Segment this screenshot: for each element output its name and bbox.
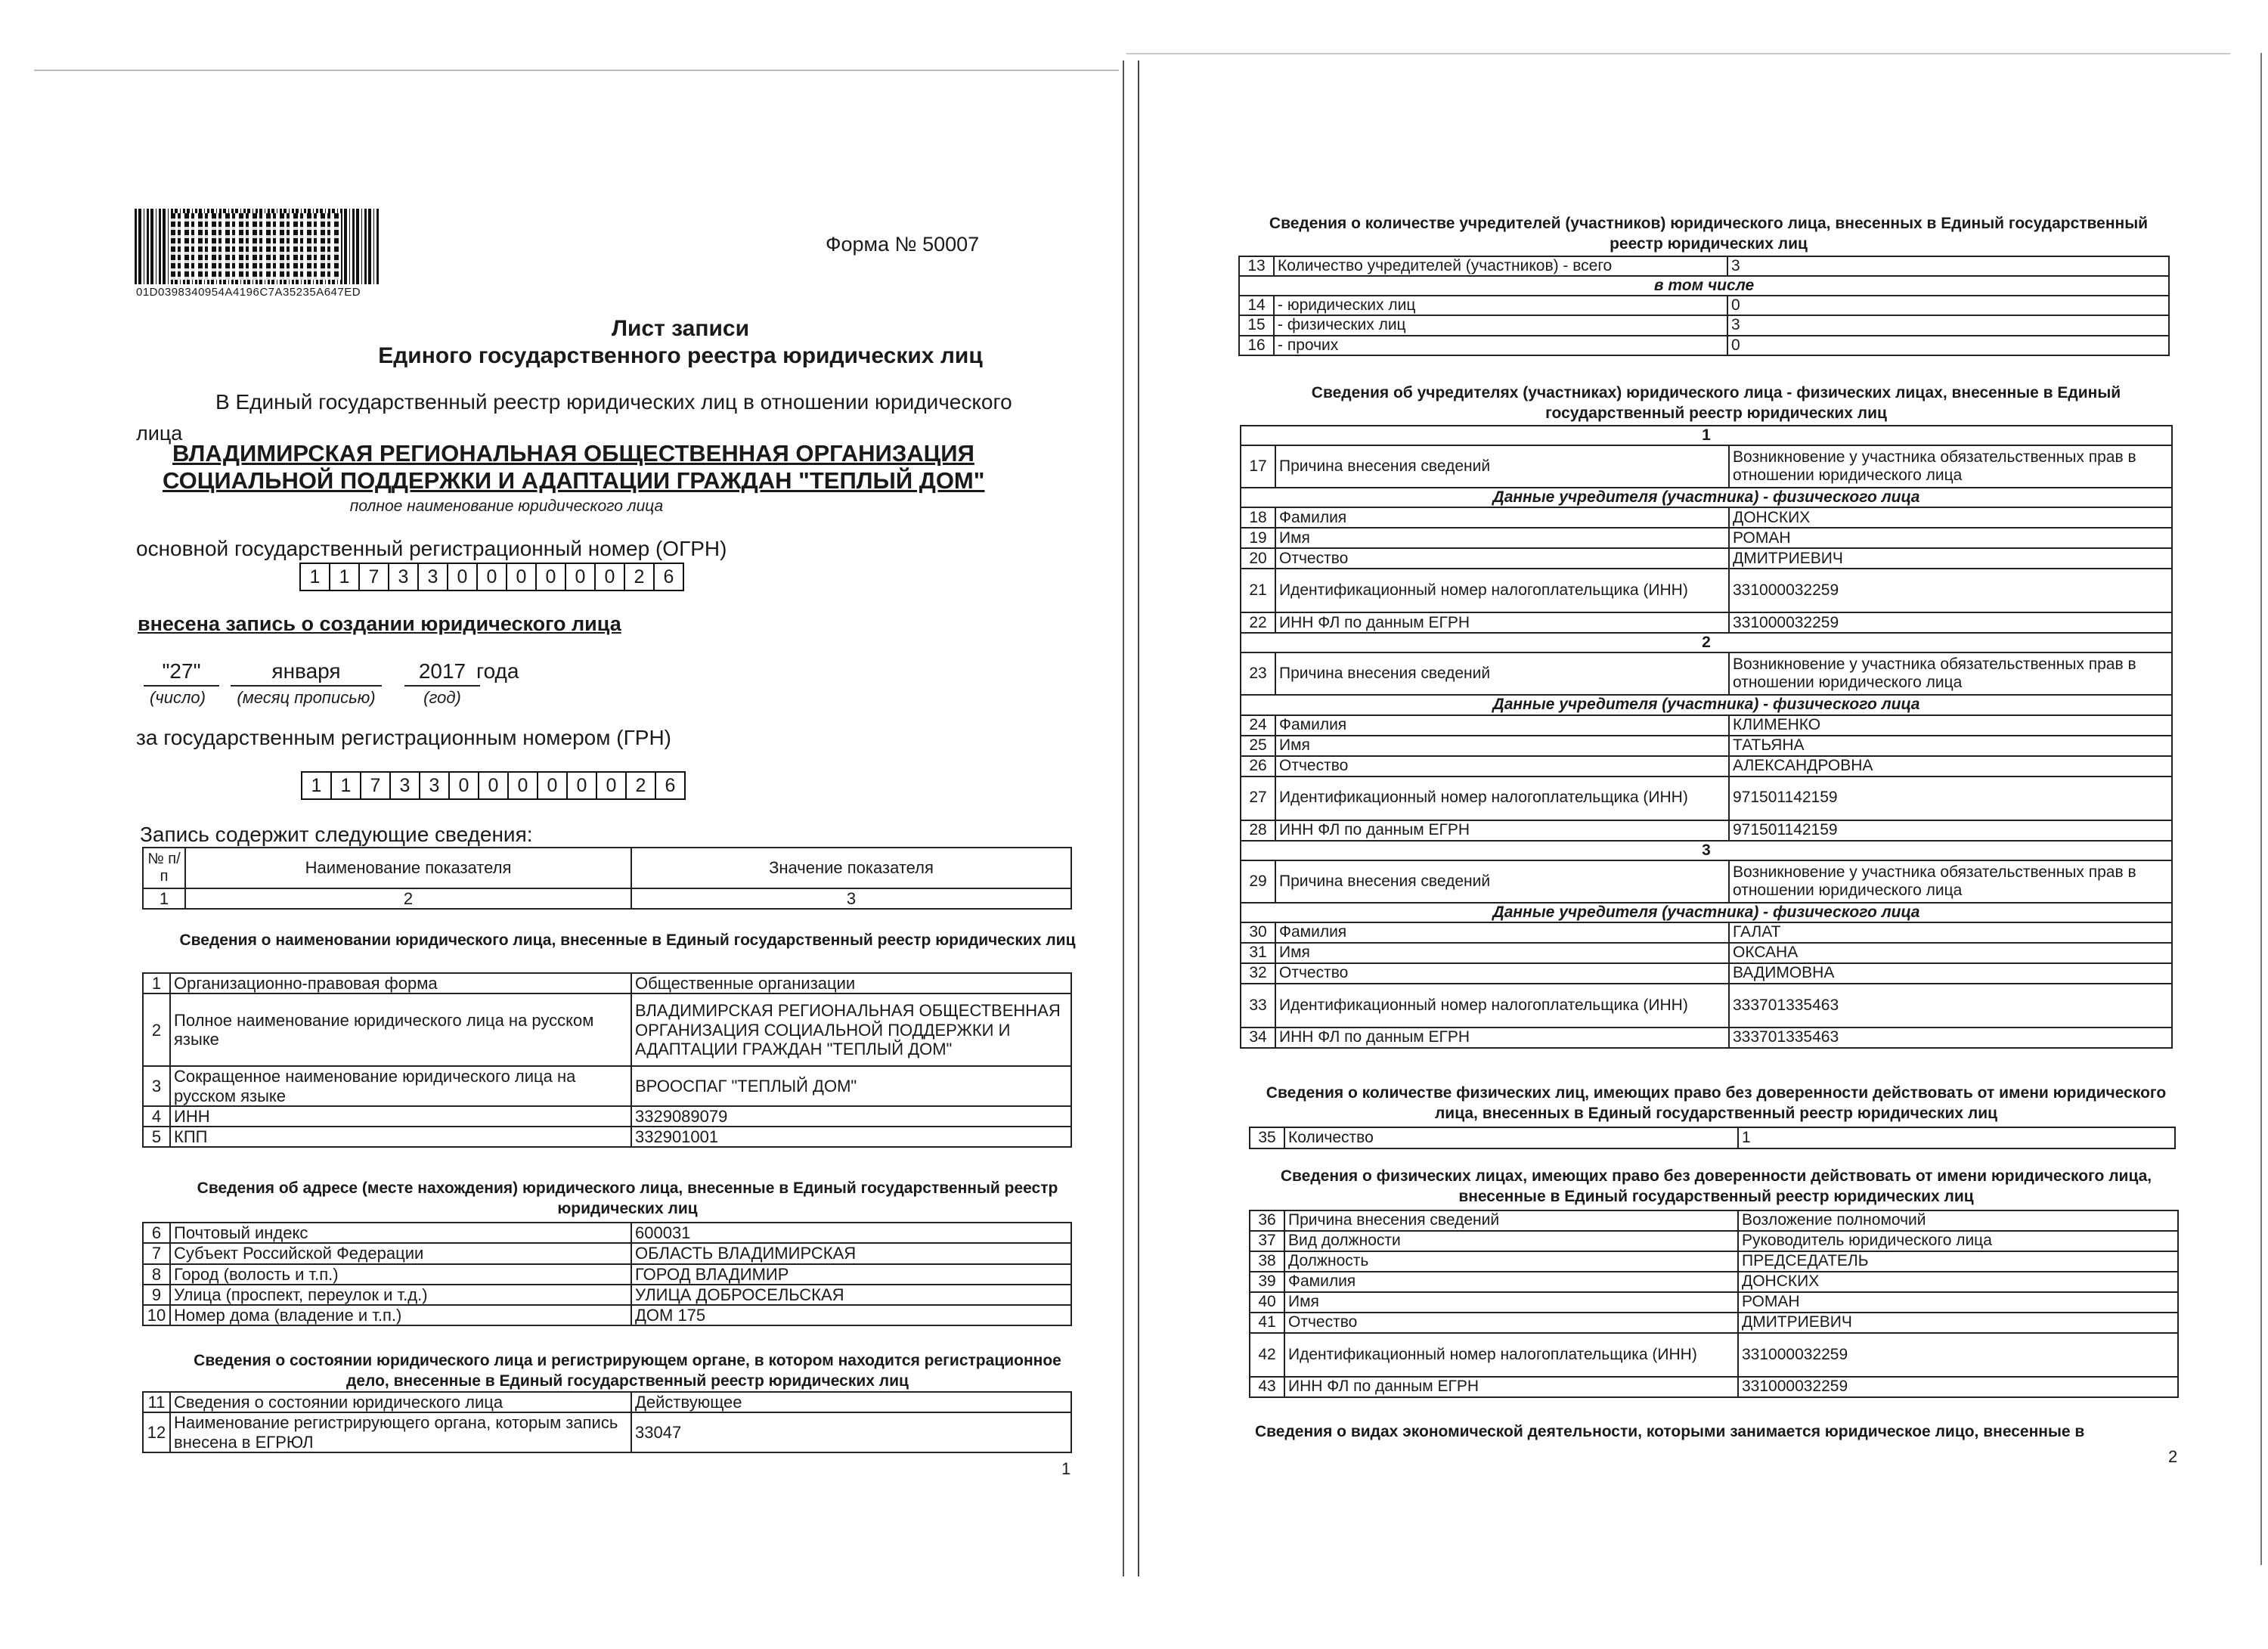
table-row	[1241, 736, 2172, 756]
row-number: 39	[1250, 1272, 1284, 1292]
row-label: Имя	[1275, 736, 1729, 756]
row-number: 7	[143, 1243, 170, 1263]
row-value: 971501142159	[1729, 820, 2172, 841]
table-row	[143, 973, 1071, 993]
row-number: 41	[1250, 1313, 1284, 1333]
table-row	[143, 1223, 1071, 1243]
digit-box: 0	[596, 564, 625, 590]
row-value: ДОНСКИХ	[1729, 507, 2172, 528]
row-number: 3	[143, 1066, 170, 1106]
header-n2: 2	[185, 888, 631, 909]
founder-subheader	[1241, 903, 2172, 922]
row-number: 11	[143, 1392, 170, 1412]
digit-box: 7	[361, 773, 391, 798]
page-spine	[1123, 60, 1124, 1576]
record-type: внесена запись о создании юридического лица	[138, 612, 621, 635]
caption-year: (год)	[423, 688, 461, 707]
address-table	[142, 1222, 1072, 1326]
org-name-line2: СОЦИАЛЬНОЙ ПОДДЕРЖКИ И АДАПТАЦИИ ГРАЖДАН "ТЕПЛЫЙ ДОМ"	[163, 467, 985, 494]
grn-digit-boxes	[301, 771, 686, 800]
digit-box: 0	[478, 564, 507, 590]
date-day-underline	[144, 685, 219, 687]
table-row	[1239, 336, 2169, 355]
digit-box: 0	[537, 564, 566, 590]
digit-box: 6	[665, 775, 676, 796]
caption-month: (месяц прописью)	[237, 688, 376, 707]
digit-box: 1	[332, 773, 361, 798]
row-value: 331000032259	[1729, 569, 2172, 612]
row-number: 40	[1250, 1292, 1284, 1313]
row-number: 38	[1250, 1251, 1284, 1272]
org-name-caption: полное наименование юридического лица	[349, 497, 664, 515]
table-row	[1241, 984, 2172, 1028]
row-number: 24	[1241, 715, 1275, 736]
row-number: 22	[1241, 612, 1275, 633]
digit-box: 2	[627, 773, 656, 798]
row-value: АЛЕКСАНДРОВНА	[1729, 756, 2172, 776]
row-number: 20	[1241, 548, 1275, 569]
contains-label: Запись содержит следующие сведения:	[140, 823, 533, 846]
founder-group-number-cell: 3	[1241, 841, 2172, 860]
date-month-underline	[231, 685, 382, 687]
row-number: 28	[1241, 820, 1275, 841]
row-label: Отчество	[1275, 963, 1729, 984]
row-value: 333701335463	[1729, 984, 2172, 1028]
row-value: 1	[1738, 1127, 2175, 1148]
section-title-proxy: Сведения о физических лицах, имеющих право без доверенности действовать от имени юридического лица, внесенные в Единый государственный реестр юридических лиц	[1280, 1167, 2152, 1205]
row-label: Сведения о состоянии юридического лица	[170, 1392, 631, 1412]
table-row	[143, 1305, 1071, 1325]
row-label: Фамилия	[1284, 1272, 1738, 1292]
founder-subheader	[1241, 488, 2172, 507]
row-value: ДОМ 175	[631, 1305, 1071, 1325]
row-number: 29	[1241, 860, 1275, 903]
table-row	[1241, 1028, 2172, 1048]
row-number: 27	[1241, 776, 1275, 820]
page-number-2: 2	[2168, 1447, 2178, 1466]
header-col-num: № п/п	[143, 848, 185, 888]
row-label: Фамилия	[1275, 922, 1729, 943]
row-number: 33	[1241, 984, 1275, 1028]
row-value: ТАТЬЯНА	[1729, 736, 2172, 756]
header-col-value: Значение показателя	[631, 848, 1071, 888]
digit-box: 0	[538, 773, 568, 798]
page-spine-shadow	[1138, 60, 1139, 1576]
digit-box: 3	[419, 564, 448, 590]
row-value: Руководитель юридического лица	[1738, 1231, 2178, 1251]
section-title-founders: Сведения об учредителях (участниках) юридического лица - физических лицах, внесенные в Единый государственный реестр юридических лиц	[1311, 384, 2121, 422]
row-label: Полное наименование юридического лица на русском языке	[170, 993, 631, 1066]
row-value: 333701335463	[1729, 1028, 2172, 1048]
row-value: РОМАН	[1738, 1292, 2178, 1313]
doc-title-line2: Единого государственного реестра юридических лиц	[378, 343, 983, 368]
row-value: Возложение полномочий	[1738, 1210, 2178, 1231]
row-number: 31	[1241, 943, 1275, 963]
row-label: Идентификационный номер налогоплательщика (ИНН)	[1275, 776, 1729, 820]
intro-line2: лица	[136, 422, 183, 445]
row-label: Вид должности	[1284, 1231, 1738, 1251]
table-row	[143, 1066, 1071, 1106]
table-row	[143, 1243, 1071, 1263]
founder-group-number	[1241, 841, 2172, 860]
table-row	[1239, 315, 2169, 335]
row-value: Общественные организации	[631, 973, 1071, 993]
header-n3: 3	[631, 888, 1071, 909]
org-name-line1: ВЛАДИМИРСКАЯ РЕГИОНАЛЬНАЯ ОБЩЕСТВЕННАЯ ОРГАНИЗАЦИЯ	[172, 440, 974, 466]
table-row	[143, 1412, 1071, 1452]
section-title-state: Сведения о состоянии юридического лица и регистрирующем органе, в котором находится регистрационное дело, внесенные в Единый государственный реестр юридических лиц	[194, 1352, 1061, 1390]
row-number: 1	[143, 973, 170, 993]
header-col-name: Наименование показателя	[185, 848, 631, 888]
row-value: ВРООСПАГ "ТЕПЛЫЙ ДОМ"	[631, 1066, 1071, 1106]
row-label: КПП	[170, 1127, 631, 1147]
row-label: Причина внесения сведений	[1275, 445, 1729, 488]
row-label: ИНН	[170, 1106, 631, 1127]
digit-box: 3	[420, 773, 450, 798]
scan-edge-top-right	[1126, 53, 2230, 54]
row-label: Сокращенное наименование юридического лица на русском языке	[170, 1066, 631, 1106]
row-label: Отчество	[1284, 1313, 1738, 1333]
row-label: Отчество	[1275, 548, 1729, 569]
digit-box: 1	[302, 773, 332, 798]
table-row	[1241, 612, 2172, 633]
row-number: 23	[1241, 652, 1275, 695]
row-number: 19	[1241, 528, 1275, 548]
digit-box: 1	[301, 564, 330, 590]
header-table	[142, 847, 1072, 910]
row-label: Идентификационный номер налогоплательщика (ИНН)	[1284, 1333, 1738, 1377]
row-number: 32	[1241, 963, 1275, 984]
row-number: 13	[1239, 256, 1274, 276]
state-table	[142, 1391, 1072, 1453]
row-value: ВАДИМОВНА	[1729, 963, 2172, 984]
row-value: 600031	[631, 1223, 1071, 1243]
row-value: ГОРОД ВЛАДИМИР	[631, 1264, 1071, 1285]
barcode-icon	[135, 209, 380, 284]
form-number: Форма № 50007	[826, 233, 980, 256]
qr-code-icon	[171, 213, 341, 280]
row-number: 36	[1250, 1210, 1284, 1231]
section-title-address: Сведения об адресе (месте нахождения) юридического лица, внесенные в Единый государственный реестр юридических лиц	[197, 1179, 1058, 1217]
caption-day: (число)	[150, 688, 206, 707]
table-row	[1239, 296, 2169, 315]
row-value: 331000032259	[1729, 612, 2172, 633]
row-value: Возникновение у участника обязательственных прав в отношении юридического лица	[1729, 445, 2172, 488]
row-number: 18	[1241, 507, 1275, 528]
row-label: Причина внесения сведений	[1275, 860, 1729, 903]
row-value: КЛИМЕНКО	[1729, 715, 2172, 736]
table-row	[143, 993, 1071, 1066]
row-value: РОМАН	[1729, 528, 2172, 548]
date-day: "27"	[162, 659, 201, 683]
row-label: Субъект Российской Федерации	[170, 1243, 631, 1263]
row-number: 42	[1250, 1333, 1284, 1377]
row-number: 43	[1250, 1377, 1284, 1397]
table-row	[1250, 1333, 2178, 1377]
digit-box: 0	[566, 564, 596, 590]
row-value: Возникновение у участника обязательственных прав в отношении юридического лица	[1729, 652, 2172, 695]
table-row	[143, 1106, 1071, 1127]
row-number: 17	[1241, 445, 1275, 488]
date-year-underline	[404, 685, 480, 687]
date-year-suffix: года	[476, 659, 519, 683]
row-value: ДМИТРИЕВИЧ	[1738, 1313, 2178, 1333]
row-number: 34	[1241, 1028, 1275, 1048]
row-label: - прочих	[1274, 336, 1727, 355]
founder-subheader	[1241, 695, 2172, 714]
row-number: 15	[1239, 315, 1274, 335]
header-n1: 1	[143, 888, 185, 909]
row-label: Идентификационный номер налогоплательщика (ИНН)	[1275, 569, 1729, 612]
digit-box: 2	[625, 564, 655, 590]
count-subheader-cell: в том числе	[1239, 276, 2169, 296]
digit-box: 0	[479, 773, 509, 798]
table-row	[1241, 715, 2172, 736]
section-title-name: Сведения о наименовании юридического лица, внесенные в Единый государственный реестр юридических лиц	[179, 931, 1076, 949]
row-label: Имя	[1275, 528, 1729, 548]
date-year: 2017	[418, 659, 466, 683]
row-label: Причина внесения сведений	[1275, 652, 1729, 695]
row-label: Причина внесения сведений	[1284, 1210, 1738, 1231]
row-value: ОКСАНА	[1729, 943, 2172, 963]
page-number-1: 1	[1061, 1459, 1071, 1478]
row-value: 3	[1727, 315, 2169, 335]
row-label: Почтовый индекс	[170, 1223, 631, 1243]
date-month: января	[271, 659, 341, 683]
table-row	[143, 1264, 1071, 1285]
digit-box: 0	[448, 564, 478, 590]
table-row	[1241, 528, 2172, 548]
row-label: Наименование регистрирующего органа, которым запись внесена в ЕГРЮЛ	[170, 1412, 631, 1452]
row-label: Фамилия	[1275, 715, 1729, 736]
founders-table	[1240, 425, 2173, 1049]
table-row	[1241, 445, 2172, 488]
row-number: 25	[1241, 736, 1275, 756]
row-number: 35	[1250, 1127, 1284, 1148]
table-row	[1250, 1313, 2178, 1333]
digit-box: 3	[389, 564, 419, 590]
row-label: - юридических лиц	[1274, 296, 1727, 315]
digit-box: 0	[450, 773, 479, 798]
table-row	[143, 1127, 1071, 1147]
founder-group-number-cell: 2	[1241, 633, 2172, 652]
table-row	[1241, 652, 2172, 695]
digit-box: 7	[360, 564, 389, 590]
row-value: 0	[1727, 336, 2169, 355]
row-value: 971501142159	[1729, 776, 2172, 820]
table-row	[1250, 1231, 2178, 1251]
table-row	[1250, 1210, 2178, 1231]
row-label: ИНН ФЛ по данным ЕГРН	[1275, 820, 1729, 841]
table-row	[1241, 507, 2172, 528]
digit-box: 1	[330, 564, 360, 590]
row-label: Имя	[1275, 943, 1729, 963]
table-row	[1239, 256, 2169, 276]
row-number: 6	[143, 1223, 170, 1243]
row-number: 9	[143, 1285, 170, 1305]
row-label: ИНН ФЛ по данным ЕГРН	[1275, 612, 1729, 633]
row-number: 21	[1241, 569, 1275, 612]
row-label: Организационно-правовая форма	[170, 973, 631, 993]
table-row	[1241, 922, 2172, 943]
row-number: 2	[143, 993, 170, 1066]
row-value: ПРЕДСЕДАТЕЛЬ	[1738, 1251, 2178, 1272]
row-label: ИНН ФЛ по данным ЕГРН	[1275, 1028, 1729, 1048]
table-row	[1241, 776, 2172, 820]
ogrn-digit-boxes	[299, 563, 684, 591]
row-value: 33047	[631, 1412, 1071, 1452]
row-value: Возникновение у участника обязательственных прав в отношении юридического лица	[1729, 860, 2172, 903]
scan-edge-top-left	[34, 70, 1119, 71]
row-label: Имя	[1284, 1292, 1738, 1313]
table-row	[1241, 943, 2172, 963]
row-label: Должность	[1284, 1251, 1738, 1272]
table-row	[1241, 756, 2172, 776]
founder-group-number-cell: 1	[1241, 426, 2172, 445]
row-value: 0	[1727, 296, 2169, 315]
table-row	[1250, 1272, 2178, 1292]
row-value: 3329089079	[631, 1106, 1071, 1127]
row-number: 5	[143, 1127, 170, 1147]
table-row	[1241, 569, 2172, 612]
table-row	[1241, 963, 2172, 984]
section-title-activity: Сведения о видах экономической деятельности, которыми занимается юридическое лицо, внесенные в	[1255, 1423, 2085, 1440]
barcode-text: 01D0398340954A4196C7A35235A647ED	[136, 286, 361, 299]
founder-group-number	[1241, 426, 2172, 445]
row-value: 331000032259	[1738, 1333, 2178, 1377]
row-label: Отчество	[1275, 756, 1729, 776]
row-value: 332901001	[631, 1127, 1071, 1147]
table-row	[1250, 1292, 2178, 1313]
row-label: Улица (проспект, переулок и т.д.)	[170, 1285, 631, 1305]
founder-subheader-cell: Данные учредителя (участника) - физического лица	[1241, 903, 2172, 922]
row-value: УЛИЦА ДОБРОСЕЛЬСКАЯ	[631, 1285, 1071, 1305]
founder-group-number	[1241, 633, 2172, 652]
row-number: 37	[1250, 1231, 1284, 1251]
table-row	[1241, 548, 2172, 569]
row-value: ОБЛАСТЬ ВЛАДИМИРСКАЯ	[631, 1243, 1071, 1263]
section-title-proxy-count: Сведения о количестве физических лиц, имеющих право без доверенности действовать от имени юридического лица, внесенных в Единый государственный реестр юридических лиц	[1266, 1084, 2167, 1122]
section-title-founder-count: Сведения о количестве учредителей (участников) юридического лица, внесенных в Единый государственный реестр юридических лиц	[1269, 215, 2149, 253]
table-row	[1241, 820, 2172, 841]
founder-subheader-cell: Данные учредителя (участника) - физического лица	[1241, 488, 2172, 507]
row-value: Действующее	[631, 1392, 1071, 1412]
intro-line1: В Единый государственный реестр юридических лиц в отношении юридического	[215, 390, 1012, 414]
founder-subheader-cell: Данные учредителя (участника) - физического лица	[1241, 695, 2172, 714]
row-number: 10	[143, 1305, 170, 1325]
table-row	[143, 1392, 1071, 1412]
doc-title-line1: Лист записи	[611, 316, 750, 341]
row-label: - физических лиц	[1274, 315, 1727, 335]
row-number: 12	[143, 1412, 170, 1452]
row-label: Номер дома (владение и т.п.)	[170, 1305, 631, 1325]
row-label: Город (волость и т.п.)	[170, 1264, 631, 1285]
table-row	[1250, 1251, 2178, 1272]
row-number: 26	[1241, 756, 1275, 776]
table-row	[143, 1285, 1071, 1305]
proxy-count-table	[1249, 1127, 2176, 1149]
row-value: 3	[1727, 256, 2169, 276]
count-subheader	[1239, 276, 2169, 296]
row-value: ГАЛАТ	[1729, 922, 2172, 943]
table-row	[1241, 860, 2172, 903]
row-label: Количество учредителей (участников) - всего	[1274, 256, 1727, 276]
row-number: 16	[1239, 336, 1274, 355]
row-number: 30	[1241, 922, 1275, 943]
row-value: ДМИТРИЕВИЧ	[1729, 548, 2172, 569]
row-number: 4	[143, 1106, 170, 1127]
row-label: Количество	[1284, 1127, 1738, 1148]
digit-box: 0	[568, 773, 597, 798]
row-label: Идентификационный номер налогоплательщика (ИНН)	[1275, 984, 1729, 1028]
row-label: Фамилия	[1275, 507, 1729, 528]
row-value: ДОНСКИХ	[1738, 1272, 2178, 1292]
scan-edge-right	[2260, 53, 2262, 1565]
row-value: ВЛАДИМИРСКАЯ РЕГИОНАЛЬНАЯ ОБЩЕСТВЕННАЯ ОРГАНИЗАЦИЯ СОЦИАЛЬНОЙ ПОДДЕРЖКИ И АДАПТАЦИИ ГРАЖДАН "ТЕПЛЫЙ ДОМ"	[631, 993, 1071, 1066]
ogrn-label: основной государственный регистрационный номер (ОГРН)	[136, 537, 727, 560]
name-table	[142, 972, 1072, 1148]
row-label: ИНН ФЛ по данным ЕГРН	[1284, 1377, 1738, 1397]
table-row	[1250, 1377, 2178, 1397]
founder-count-table	[1238, 256, 2170, 356]
digit-box: 0	[509, 773, 538, 798]
row-number: 8	[143, 1264, 170, 1285]
digit-box: 3	[391, 773, 420, 798]
row-number: 14	[1239, 296, 1274, 315]
digit-box: 0	[507, 564, 537, 590]
grn-label: за государственным регистрационным номером (ГРН)	[136, 726, 671, 749]
digit-box: 0	[597, 773, 627, 798]
proxy-table	[1249, 1210, 2179, 1398]
row-value: 331000032259	[1738, 1377, 2178, 1397]
table-row	[1250, 1127, 2175, 1148]
digit-box: 6	[663, 566, 674, 587]
